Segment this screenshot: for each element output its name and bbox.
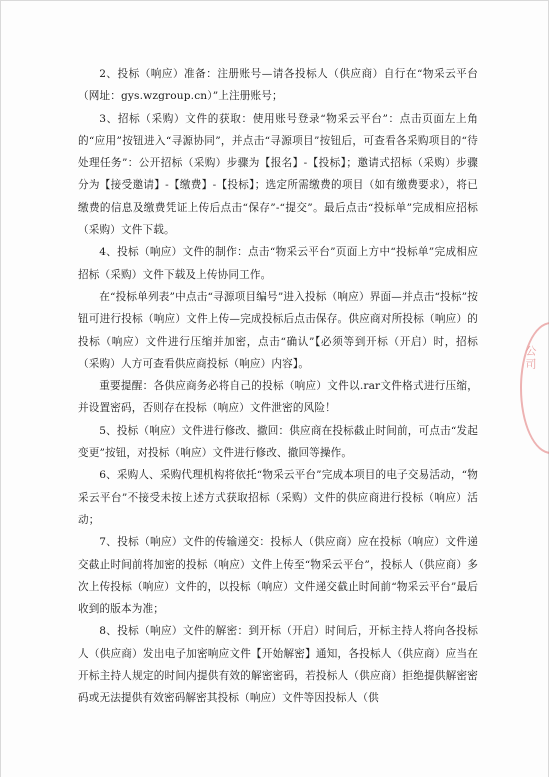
seal-text: 公司 [524,345,537,371]
paragraph-decryption: 8、投标（响应）文件的解密：到开标（开启）时间后，开标主持人将向各投标人（供应商）发出电子加密响应文件【开始解密】通知，各投标人（供应商）应当在开标主持人规定的时间内提供有效的解密密码，若投标人（供应商）拒绝提供解密密码或无法提供有效密码解密其投标（响应）文件等因投标人（供 [78,625,478,705]
page-border-top [0,0,549,1]
paragraph-registration: 2、投标（响应）准备：注册账号—请各投标人（供应商）自行在“物采云平台（网址：gys.wzgroup.cn）”上注册账号； [78,68,478,103]
paragraph-bid-upload: 在“投标单列表”中点击“寻源项目编号”进入投标（响应）界面—并点击“投标”按钮可进行投标（响应）文件上传—完成投标后点击保存。供应商对所投标（响应）的投标（响应）文件进行压缩并加密，点击“确认”【必须等到开标（开启）时，招标（采购）人方可查看供应商投标（响应）内容】。 [78,290,478,370]
document-body [78,63,478,710]
paragraph-document-acquisition: 3、招标（采购）文件的获取：使用账号登录“物采云平台”：点击页面左上角的“应用”按钮进入“寻源协同”，并点击“寻源项目”按钮后，可查看各采购项目的“待处理任务”：公开招标（采购）步骤为【报名】-【投标】；邀请式招标（采购）步骤分为【接受邀请】-【缴费】-【投标】；选定所需缴费的项目（如有缴费要求），将已缴费的信息及缴费凭证上传后点击“保存”-“提交”。最后点击“投标单”完成相应招标（采购）文件下载。 [78,112,478,237]
paragraph-modify-withdraw: 5、投标（响应）文件进行修改、撤回：供应商在投标截止时间前，可点击“发起变更”按钮，对投标（响应）文件进行修改、撤回等操作。 [78,424,478,460]
paragraph-platform-transaction: 6、采购人、采购代理机构将依托“物采云平台”完成本项目的电子交易活动，“物采云平台”不接受未按上述方式获取招标（采购）文件的供应商进行投标（响应）活动； [78,469,478,526]
page-border-left [0,0,1,777]
red-seal-stamp [520,322,549,454]
paragraph-file-transmission: 7、投标（响应）文件的传输递交：投标人（供应商）应在投标（响应）文件递交截止时间前将加密的投标（响应）文件上传至“物采云平台”，投标人（供应商）多次上传投标（响应）文件的，以投标（响应）文件递交截止时间前“物采云平台”最后收到的版本为准； [78,536,478,616]
paragraph-important-reminder: 重要提醒：各供应商务必将自己的投标（响应）文件以.rar文件格式进行压缩，并设置密码，否则存在投标（响应）文件泄密的风险！ [78,380,478,415]
paragraph-document-preparation: 4、投标（响应）文件的制作：点击“物采云平台”页面上方中“投标单”完成相应招标（采购）文件下载及上传协同工作。 [78,246,478,281]
